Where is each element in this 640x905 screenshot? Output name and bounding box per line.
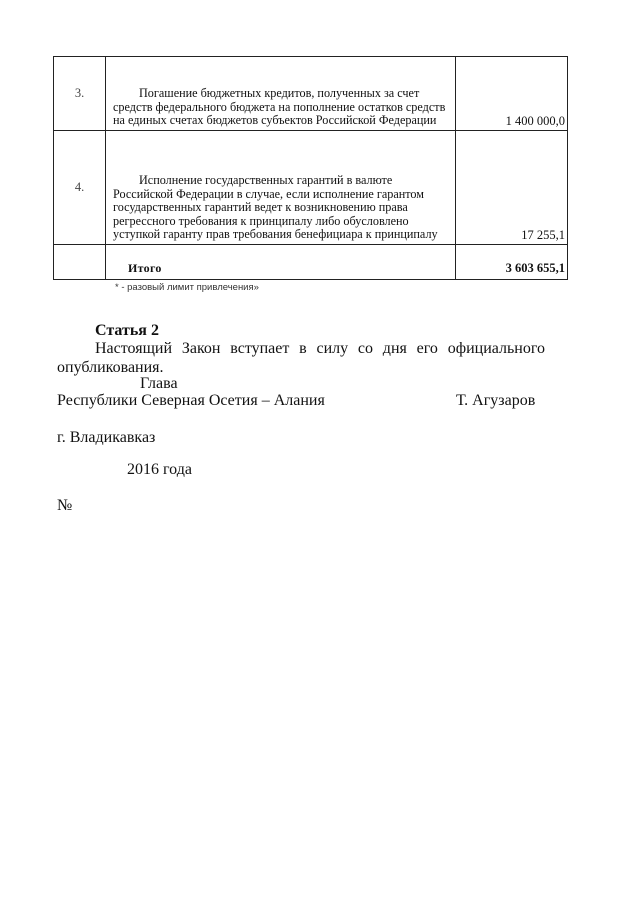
total-row bbox=[54, 251, 568, 280]
total-label: Итого bbox=[106, 251, 456, 280]
budget-table bbox=[53, 56, 568, 280]
row-description: Исполнение государственных гарантий в валюте Российской Федерации в случае, если исполнение гарантом государственных гарантий ведет к возникновению права регрессного требования к принципалу либо обусловлено уступкой гаранту прав требования бенефициара к принципалу bbox=[106, 131, 456, 245]
row-number: 4. bbox=[54, 131, 106, 245]
signer-name: Т. Агузаров bbox=[456, 392, 536, 409]
table-row bbox=[54, 57, 568, 131]
row-description: Погашение бюджетных кредитов, полученных за счет средств федерального бюджета на пополнение остатков средств на единых счетах бюджетов субъектов Российской Федерации bbox=[106, 57, 456, 131]
place-of-signing: г. Владикавказ bbox=[57, 429, 156, 446]
document-number: № bbox=[57, 497, 73, 514]
total-amount: 3 603 655,1 bbox=[456, 251, 568, 280]
row-number: 3. bbox=[54, 57, 106, 131]
signature-republic: Республики Северная Осетия – Алания bbox=[57, 392, 325, 409]
footnote: * - разовый лимит привлечения» bbox=[115, 282, 259, 293]
table-row bbox=[54, 131, 568, 245]
article-heading: Статья 2 bbox=[95, 322, 159, 339]
row-amount: 1 400 000,0 bbox=[456, 57, 568, 131]
signature-title: Глава bbox=[140, 375, 178, 392]
article-text: Настоящий Закон вступает в силу со дня его официального опубликования. bbox=[57, 340, 545, 376]
signing-date: 2016 года bbox=[127, 461, 192, 478]
row-amount: 17 255,1 bbox=[456, 131, 568, 245]
